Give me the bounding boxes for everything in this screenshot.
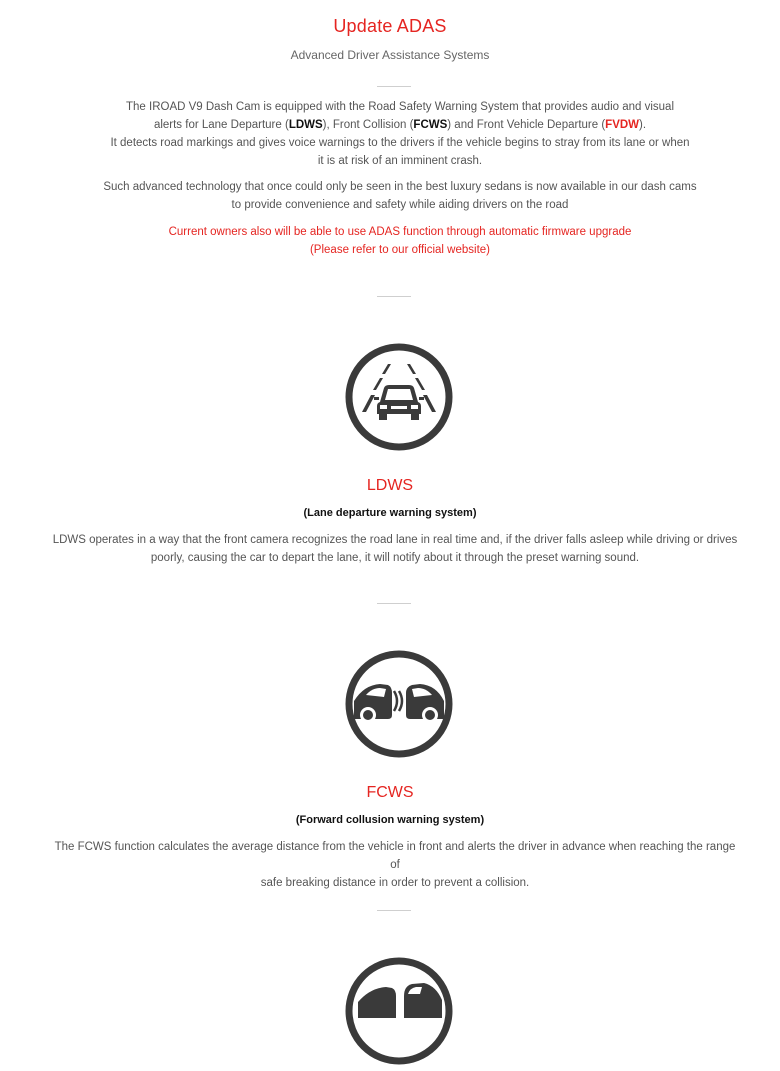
intro-text: ) and Front Vehicle Departure (	[447, 119, 606, 131]
page-subtitle: Advanced Driver Assistance Systems	[290, 48, 490, 62]
intro-paragraph	[90, 98, 710, 170]
notice-line: Current owners also will be able to use ADAS function through automatic firmware upgrade	[168, 226, 632, 238]
front-vehicle-departure-icon	[344, 956, 454, 1066]
feature-subtitle: (Forward collusion warning system)	[295, 814, 485, 826]
firmware-notice	[90, 223, 710, 259]
feature-description	[50, 838, 740, 892]
forward-collision-icon	[344, 649, 454, 759]
feature-description	[50, 531, 740, 567]
desc-line: LDWS operates in a way that the front camera recognizes the road lane in real time and, if the driver falls asleep while driving or drives	[52, 534, 738, 546]
notice-line: (Please refer to our official website)	[309, 244, 491, 256]
page-title: Update ADAS	[333, 16, 447, 36]
intro-text: alerts for Lane Departure (	[153, 119, 289, 131]
desc-line: poorly, causing the car to depart the lane, it will notify about it through the preset warning sound.	[150, 552, 640, 564]
desc-line: The FCWS function calculates the average distance from the vehicle in front and alerts the driver in advance when reaching the range of	[54, 841, 736, 871]
divider	[377, 603, 411, 604]
intro-line: to provide convenience and safety while aiding drivers on the road	[231, 199, 569, 211]
desc-line: safe breaking distance in order to prevent a collision.	[260, 877, 530, 889]
divider	[377, 86, 411, 87]
divider	[377, 910, 411, 911]
lane-departure-icon	[344, 342, 454, 452]
intro-line	[90, 116, 710, 134]
feature-title: LDWS	[366, 477, 414, 494]
fvdw-abbr: FVDW	[605, 119, 640, 131]
intro-line: It detects road markings and gives voice warnings to the drivers if the vehicle begins to stray from its lane or when	[110, 137, 690, 149]
intro-line: The IROAD V9 Dash Cam is equipped with the Road Safety Warning System that provides audio and visual	[125, 101, 675, 113]
intro-line: Such advanced technology that once could only be seen in the best luxury sedans is now available in our dash cams	[103, 181, 697, 193]
divider	[377, 296, 411, 297]
feature-subtitle: (Lane departure warning system)	[303, 507, 477, 519]
intro-text: ).	[639, 119, 647, 131]
feature-title: FCWS	[366, 784, 414, 801]
fcws-abbr: FCWS	[413, 119, 448, 131]
ldws-abbr: LDWS	[288, 119, 323, 131]
intro-paragraph-2	[90, 178, 710, 214]
intro-line: it is at risk of an imminent crash.	[317, 155, 483, 167]
intro-text: ), Front Collision (	[322, 119, 414, 131]
